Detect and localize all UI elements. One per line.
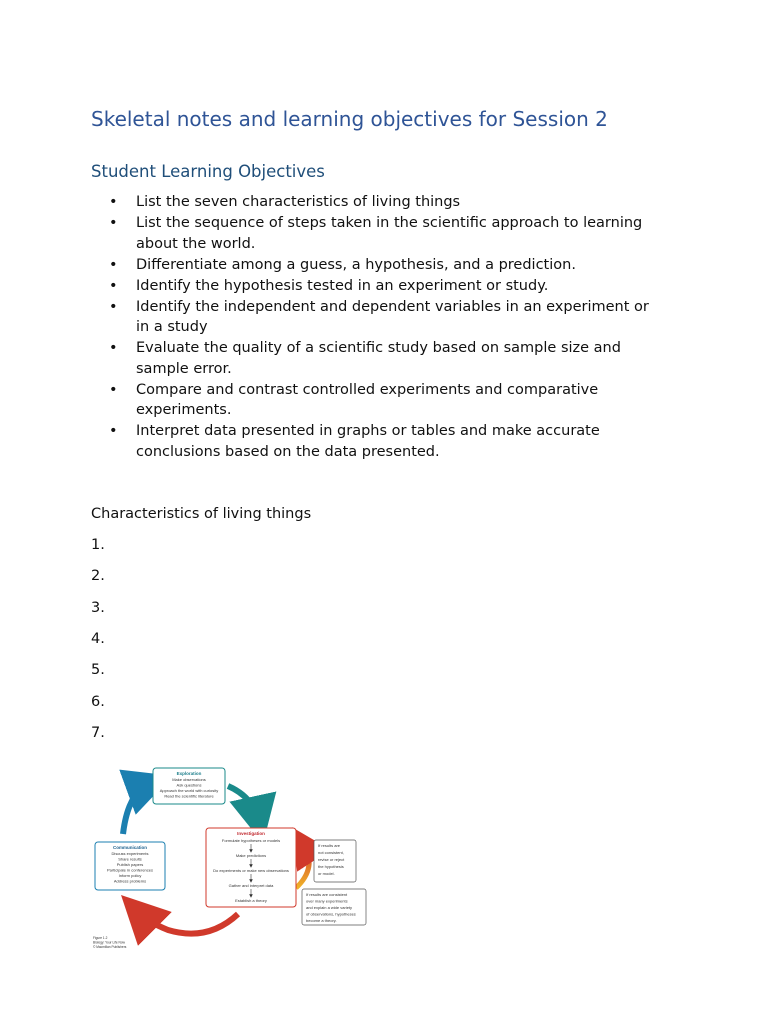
objective-text: List the sequence of steps taken in the scientific approach to learning: [136, 215, 643, 231]
exploration-line: Read the scientific literature: [164, 793, 214, 799]
objective-item: [91, 255, 681, 276]
objective-text: about the world.: [136, 235, 256, 252]
note-inconsistent-line: or model.: [318, 871, 335, 876]
numbered-item: 1.: [91, 537, 105, 553]
objective-text: List the seven characteristics of living things: [136, 194, 461, 210]
communication-line: Share results: [118, 856, 142, 862]
arrow-revise-loop: [296, 844, 309, 888]
figure-caption: © Macmillan Publishers: [93, 945, 127, 949]
scientific-method-figure: [88, 762, 373, 957]
objective-text: conclusions based on the data presented.: [136, 443, 440, 460]
note-consistent-line: If results are consistent: [306, 892, 348, 897]
objective-text: experiments.: [136, 402, 232, 418]
exploration-line: Make observations: [172, 777, 206, 782]
numbered-item: 7.: [91, 724, 105, 741]
note-inconsistent-line: the hypothesis: [318, 864, 344, 869]
numbered-item: 5.: [91, 662, 105, 679]
investigation-step: Formulate hypotheses or models: [221, 838, 281, 843]
investigation-step: Establish a theory: [235, 898, 267, 903]
numbered-item: 4.: [91, 630, 105, 647]
note-consistent-line: over many experiments: [306, 898, 348, 904]
objectives-list: [91, 192, 681, 463]
bullet-icon: •: [109, 381, 118, 398]
note-consistent-line: become a theory.: [306, 918, 337, 923]
note-consistent-line: of observations, hypotheses: [306, 911, 356, 917]
objective-text: Compare and contrast controlled experiments and comparative: [136, 381, 599, 398]
objective-item: [91, 213, 681, 254]
figure-caption: Figure 1.2: [93, 936, 108, 940]
objective-text: Identify the hypothesis tested in an experiment or study.: [136, 277, 549, 294]
investigation-title: Investigation: [237, 831, 265, 836]
figure-caption: Biology: Your Life Now: [93, 940, 125, 945]
bullet-icon: •: [109, 423, 118, 439]
objective-item: [91, 297, 681, 338]
objective-item: [91, 338, 681, 379]
numbered-item: 3.: [91, 599, 105, 616]
bullet-icon: •: [109, 194, 118, 210]
objective-item: [91, 380, 681, 421]
exploration-title: Exploration: [176, 771, 202, 776]
note-consistent-line: and explain a wide variety: [306, 905, 353, 910]
bullet-icon: •: [109, 277, 118, 294]
numbered-item: 2.: [91, 568, 105, 585]
communication-line: Publish papers: [116, 862, 144, 867]
investigation-step: Gather and interpret data: [228, 883, 274, 888]
objective-item: [91, 276, 681, 297]
communication-line: Address problems: [113, 878, 147, 884]
bullet-icon: •: [109, 256, 118, 273]
objective-text: Identify the independent and dependent variables in an experiment or: [136, 298, 649, 315]
exploration-line: Ask questions: [176, 782, 202, 788]
objective-text: in a study: [136, 319, 208, 335]
objective-text: Evaluate the quality of a scientific study based on sample size and: [136, 340, 621, 356]
investigation-step: Make predictions: [235, 853, 267, 858]
note-inconsistent-line: revise or reject: [318, 857, 345, 862]
bullet-icon: •: [109, 298, 118, 315]
communication-title: Communication: [112, 845, 148, 850]
bullet-icon: •: [109, 340, 118, 356]
communication-line: Discuss experiments: [111, 851, 149, 856]
note-inconsistent-line: If results are: [318, 843, 341, 848]
page-title: Skeletal notes and learning objectives for Session 2: [91, 107, 608, 131]
objective-text: Interpret data presented in graphs or tables and make accurate: [136, 423, 600, 439]
arrow-communication-to-exploration: [123, 784, 150, 834]
note-inconsistent-line: not consistent,: [318, 850, 344, 855]
objective-text: Differentiate among a guess, a hypothesis, and a prediction.: [136, 256, 576, 273]
communication-line: Inform policy: [118, 873, 142, 878]
objective-text: sample error.: [136, 360, 232, 377]
arrow-exploration-to-investigation: [228, 786, 258, 820]
objectives-heading: Student Learning Objectives: [91, 162, 325, 181]
numbered-item: 6.: [91, 693, 105, 710]
communication-line: Participate in conferences: [106, 867, 154, 873]
bullet-icon: •: [109, 215, 118, 231]
objective-item: [91, 421, 681, 462]
characteristics-heading: Characteristics of living things: [91, 506, 312, 522]
objective-item: [91, 192, 681, 213]
arrow-investigation-to-communication: [138, 912, 238, 934]
exploration-line: Approach the world with curiosity: [159, 788, 219, 793]
investigation-step: Do experiments or make new observations: [213, 868, 289, 873]
